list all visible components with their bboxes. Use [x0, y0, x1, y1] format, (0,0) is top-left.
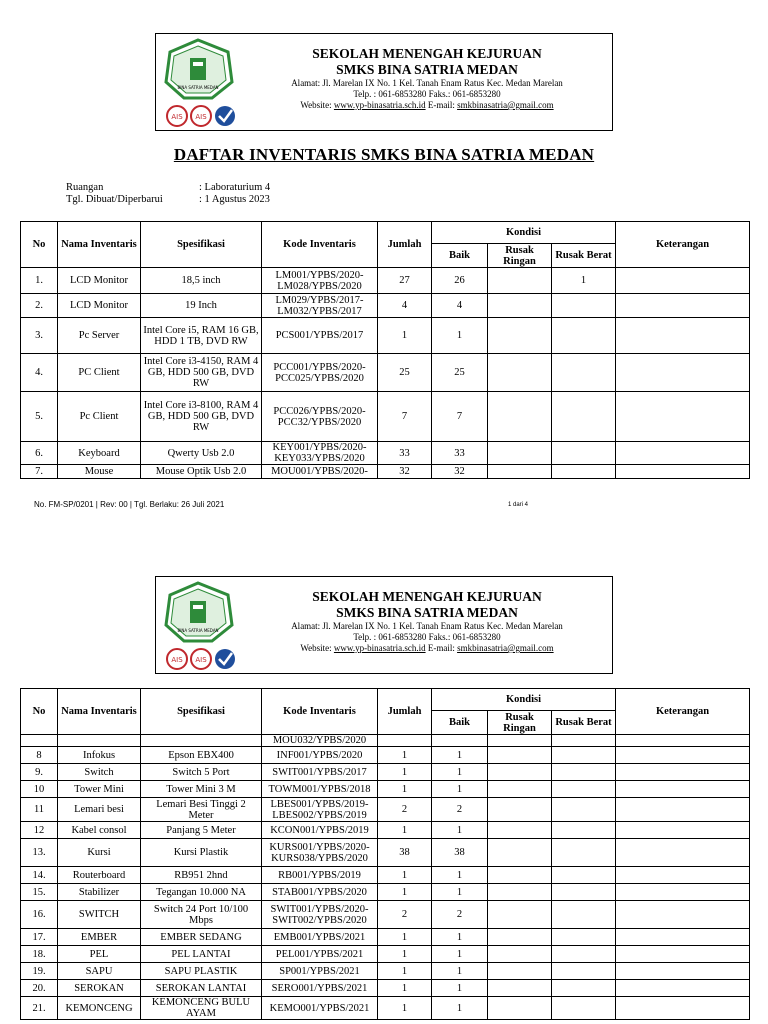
cell-notes	[616, 798, 750, 822]
cell-qty: 1	[378, 764, 432, 781]
cell-notes	[616, 963, 750, 980]
cell-heavy	[552, 781, 616, 798]
cell-spec: Lemari Besi Tinggi 2 Meter	[141, 798, 262, 822]
school-type: SEKOLAH MENENGAH KEJURUAN	[312, 46, 542, 61]
cell-light	[488, 465, 552, 479]
cell-notes	[616, 747, 750, 764]
form-number: No. FM-SP/0201 | Rev: 00 | Tgl. Berlaku: 26 Juli 2021	[34, 500, 225, 509]
cell-heavy	[552, 392, 616, 442]
table-row	[21, 980, 750, 997]
header-good-2: Baik	[432, 711, 488, 735]
badge-1-text-2: AIS	[171, 656, 183, 664]
cell-good: 26	[432, 268, 488, 294]
room-label: Ruangan	[66, 182, 104, 193]
cell-name: PEL	[58, 946, 141, 963]
cell-good: 1	[432, 963, 488, 980]
cell-no: 8	[21, 747, 58, 764]
cell-heavy	[552, 798, 616, 822]
cell-code: EMB001/YPBS/2021	[262, 929, 378, 946]
table-row	[21, 867, 750, 884]
cell-no: 10	[21, 781, 58, 798]
cell-spec: Intel Core i3-8100, RAM 4 GB, HDD 500 GB, DVD RW	[141, 392, 262, 442]
cell-notes	[616, 781, 750, 798]
header-name: Nama Inventaris	[58, 222, 141, 268]
cell-spec: Qwerty Usb 2.0	[141, 442, 262, 465]
header-notes: Keterangan	[616, 222, 750, 268]
school-contact-2	[246, 643, 608, 654]
cell-name: SAPU	[58, 963, 141, 980]
cell-name: Stabilizer	[58, 884, 141, 901]
header-light: Rusak Ringan	[488, 244, 552, 268]
cell-name: Kursi	[58, 839, 141, 867]
header-heavy-2: Rusak Berat	[552, 711, 616, 735]
cell-good: 1	[432, 997, 488, 1020]
cell-light	[488, 901, 552, 929]
school-name-2: SMKS BINA SATRIA MEDAN	[336, 605, 518, 620]
page-number: 1 dari 4	[508, 502, 529, 508]
header-condition-2: Kondisi	[432, 689, 616, 711]
cell-good: 1	[432, 318, 488, 354]
cell-notes	[616, 822, 750, 839]
school-name: SMKS BINA SATRIA MEDAN	[336, 62, 518, 77]
cell-name: Infokus	[58, 747, 141, 764]
cell-code: PCS001/YPBS/2017	[262, 318, 378, 354]
cell-name: PC Client	[58, 354, 141, 392]
cell-no: 14.	[21, 867, 58, 884]
table-row	[21, 465, 750, 479]
cell-no: 12	[21, 822, 58, 839]
cell-heavy	[552, 997, 616, 1020]
cell-light	[488, 839, 552, 867]
cell-name: Kabel consol	[58, 822, 141, 839]
header-no: No	[21, 222, 58, 268]
cell-light	[488, 318, 552, 354]
cell-spec: SAPU PLASTIK	[141, 963, 262, 980]
cell-notes	[616, 268, 750, 294]
cell-good: 1	[432, 946, 488, 963]
table-row	[21, 318, 750, 354]
cell-code: LBES001/YPBS/2019-LBES002/YPBS/2019	[262, 798, 378, 822]
cell-notes	[616, 946, 750, 963]
header-code: Kode Inventaris	[262, 222, 378, 268]
table-row	[21, 963, 750, 980]
cell-qty: 2	[378, 798, 432, 822]
email-label: E-mail:	[427, 100, 455, 110]
cell-no: 13.	[21, 839, 58, 867]
header-condition: Kondisi	[432, 222, 616, 244]
header-name-2: Nama Inventaris	[58, 689, 141, 735]
badge-2-text-2: AIS	[195, 656, 207, 664]
cell-notes	[616, 392, 750, 442]
header-notes-2: Keterangan	[616, 689, 750, 735]
email-link[interactable]: smkbinasatria@gmail.com	[457, 100, 554, 110]
cell-code: INF001/YPBS/2020	[262, 747, 378, 764]
website-link-2[interactable]: www.yp-binasatria.sch.id	[333, 643, 426, 653]
cell-name: Pc Client	[58, 392, 141, 442]
cell-light	[488, 392, 552, 442]
cell-light	[488, 946, 552, 963]
document-page-2	[0, 540, 768, 1024]
cell-spec: Switch 24 Port 10/100 Mbps	[141, 901, 262, 929]
header-light-2: Rusak Ringan	[488, 711, 552, 735]
cell-name: Routerboard	[58, 867, 141, 884]
cell-qty: 1	[378, 747, 432, 764]
date-value: : 1 Agustus 2023	[199, 194, 270, 205]
cell-light	[488, 822, 552, 839]
cell-qty: 1	[378, 318, 432, 354]
cell-no: 15.	[21, 884, 58, 901]
cell-notes	[616, 929, 750, 946]
cell-good: 1	[432, 747, 488, 764]
cell-good: 25	[432, 354, 488, 392]
school-logo-2	[162, 581, 244, 671]
table-row	[21, 839, 750, 867]
cell-good: 2	[432, 798, 488, 822]
cell-heavy	[552, 884, 616, 901]
table-row	[21, 764, 750, 781]
cell-name: SWITCH	[58, 901, 141, 929]
inventory-table-1	[20, 221, 750, 479]
cell-good: 2	[432, 901, 488, 929]
cell-good: 1	[432, 822, 488, 839]
cell-no: 18.	[21, 946, 58, 963]
cell-spec: Epson EBX400	[141, 747, 262, 764]
cell-code: KCON001/YPBS/2019	[262, 822, 378, 839]
cell-heavy	[552, 963, 616, 980]
header-spec-2: Spesifikasi	[141, 689, 262, 735]
header-qty: Jumlah	[378, 222, 432, 268]
cell-name: KEMONCENG	[58, 997, 141, 1020]
cell-good: 38	[432, 839, 488, 867]
cell-good: 32	[432, 465, 488, 479]
website-label-2: Website:	[300, 643, 332, 653]
cell-heavy	[552, 901, 616, 929]
cell-notes	[616, 442, 750, 465]
cell-light	[488, 764, 552, 781]
cell-spec: Switch 5 Port	[141, 764, 262, 781]
cell-notes	[616, 764, 750, 781]
cell-name: Keyboard	[58, 442, 141, 465]
cell-good: 7	[432, 392, 488, 442]
cell-qty: 1	[378, 929, 432, 946]
header-qty-2: Jumlah	[378, 689, 432, 735]
table-row	[21, 884, 750, 901]
letterhead	[155, 33, 613, 131]
cell-light	[488, 867, 552, 884]
cell-code: TOWM001/YPBS/2018	[262, 781, 378, 798]
header-good: Baik	[432, 244, 488, 268]
school-phone-2: Telp. : 061-6853280 Faks.: 061-6853280	[353, 632, 501, 642]
cell-no: 17.	[21, 929, 58, 946]
cell-good: 1	[432, 867, 488, 884]
cell-heavy	[552, 294, 616, 318]
cell-light	[488, 268, 552, 294]
table-row	[21, 822, 750, 839]
cell-light	[488, 980, 552, 997]
school-phone: Telp. : 061-6853280 Faks.: 061-6853280	[353, 89, 501, 99]
cell-heavy	[552, 465, 616, 479]
cell-light	[488, 997, 552, 1020]
cell-spec: RB951 2hnd	[141, 867, 262, 884]
cell-heavy	[552, 946, 616, 963]
cell-name: SEROKAN	[58, 980, 141, 997]
cell-name: Tower Mini	[58, 781, 141, 798]
cell-name: Mouse	[58, 465, 141, 479]
table-row	[21, 354, 750, 392]
cell-spec: KEMONCENG BULU AYAM	[141, 997, 262, 1020]
cell-notes	[616, 901, 750, 929]
school-info-2	[246, 589, 608, 654]
cell-no: 4.	[21, 354, 58, 392]
letterhead-2	[155, 576, 613, 674]
logo-text-2: BINA SATRIA MEDAN	[177, 628, 219, 633]
table-row	[21, 392, 750, 442]
cell-heavy	[552, 747, 616, 764]
website-link[interactable]: www.yp-binasatria.sch.id	[333, 100, 426, 110]
cell-qty: 1	[378, 781, 432, 798]
header-code-2: Kode Inventaris	[262, 689, 378, 735]
cell-good: 1	[432, 980, 488, 997]
cell-no: 5.	[21, 392, 58, 442]
cell-light	[488, 781, 552, 798]
room-row	[66, 182, 270, 194]
school-type-2: SEKOLAH MENENGAH KEJURUAN	[312, 589, 542, 604]
cell-spec: Intel Core i3-4150, RAM 4 GB, HDD 500 GB, DVD RW	[141, 354, 262, 392]
cell-qty: 1	[378, 946, 432, 963]
inventory-table-2	[20, 688, 750, 1020]
cell-qty: 1	[378, 822, 432, 839]
cell-qty: 1	[378, 997, 432, 1020]
cell-code: KURS001/YPBS/2020-KURS038/YPBS/2020	[262, 839, 378, 867]
table-row	[21, 901, 750, 929]
cell-no: 6.	[21, 442, 58, 465]
cell-heavy	[552, 764, 616, 781]
email-label-2: E-mail:	[427, 643, 455, 653]
cell-spec: Panjang 5 Meter	[141, 822, 262, 839]
table-row	[21, 781, 750, 798]
cell-light	[488, 963, 552, 980]
cell-no: 1.	[21, 268, 58, 294]
cell-no: 16.	[21, 901, 58, 929]
cell-name: LCD Monitor	[58, 268, 141, 294]
cell-light	[488, 884, 552, 901]
badge-1-text: AIS	[171, 113, 183, 121]
table-1-body	[21, 268, 750, 479]
cell-notes	[616, 997, 750, 1020]
cell-notes	[616, 980, 750, 997]
cell-code: LM001/YPBS/2020-LM028/YPBS/2020	[262, 268, 378, 294]
badge-2-text: AIS	[195, 113, 207, 121]
table-1-header	[21, 222, 750, 268]
cell-qty: 1	[378, 884, 432, 901]
cell-light	[488, 354, 552, 392]
cell-spec: Tegangan 10.000 NA	[141, 884, 262, 901]
cell-name: EMBER	[58, 929, 141, 946]
cell-qty: 38	[378, 839, 432, 867]
cell-spec: 18,5 inch	[141, 268, 262, 294]
cell-qty: 1	[378, 963, 432, 980]
continuation-code: MOU032/YPBS/2020	[262, 735, 378, 747]
cell-notes	[616, 294, 750, 318]
cell-heavy	[552, 318, 616, 354]
cell-heavy	[552, 980, 616, 997]
cell-qty: 32	[378, 465, 432, 479]
cell-name: Pc Server	[58, 318, 141, 354]
cell-code: PCC026/YPBS/2020-PCC32/YPBS/2020	[262, 392, 378, 442]
cell-spec: SEROKAN LANTAI	[141, 980, 262, 997]
school-contact	[246, 100, 608, 111]
cell-spec: EMBER SEDANG	[141, 929, 262, 946]
table-row	[21, 442, 750, 465]
email-link-2[interactable]: smkbinasatria@gmail.com	[457, 643, 554, 653]
cell-code: STAB001/YPBS/2020	[262, 884, 378, 901]
header-spec: Spesifikasi	[141, 222, 262, 268]
cell-no: 9.	[21, 764, 58, 781]
cell-code: KEY001/YPBS/2020-KEY033/YPBS/2020	[262, 442, 378, 465]
cell-heavy	[552, 867, 616, 884]
cell-qty: 2	[378, 901, 432, 929]
date-label: Tgl. Dibuat/Diperbarui	[66, 194, 163, 205]
cell-code: SP001/YPBS/2021	[262, 963, 378, 980]
table-2-header	[21, 689, 750, 735]
table-row	[21, 997, 750, 1020]
cell-name: Switch	[58, 764, 141, 781]
cell-heavy	[552, 442, 616, 465]
cell-code: LM029/YPBS/2017-LM032/YPBS/2017	[262, 294, 378, 318]
cell-heavy	[552, 822, 616, 839]
cell-code: SERO001/YPBS/2021	[262, 980, 378, 997]
cell-good: 1	[432, 781, 488, 798]
cell-code: SWIT001/YPBS/2020-SWIT002/YPBS/2020	[262, 901, 378, 929]
cell-no: 21.	[21, 997, 58, 1020]
cell-notes	[616, 867, 750, 884]
cell-heavy	[552, 929, 616, 946]
cell-good: 33	[432, 442, 488, 465]
cell-heavy	[552, 354, 616, 392]
school-address-2: Alamat: Jl. Marelan IX No. 1 Kel. Tanah Enam Ratus Kec. Medan Marelan	[291, 621, 563, 631]
logo-text: BINA SATRIA MEDAN	[177, 85, 219, 90]
cell-no: 19.	[21, 963, 58, 980]
cell-notes	[616, 354, 750, 392]
room-value: : Laboraturium 4	[199, 182, 271, 193]
cell-no: 2.	[21, 294, 58, 318]
cell-code: RB001/YPBS/2019	[262, 867, 378, 884]
table-row	[21, 268, 750, 294]
cell-light	[488, 747, 552, 764]
cell-spec: Kursi Plastik	[141, 839, 262, 867]
cell-spec: PEL LANTAI	[141, 946, 262, 963]
cell-code: PEL001/YPBS/2021	[262, 946, 378, 963]
cell-heavy: 1	[552, 268, 616, 294]
cell-good: 1	[432, 929, 488, 946]
cell-good: 1	[432, 884, 488, 901]
table-row	[21, 929, 750, 946]
cell-qty: 7	[378, 392, 432, 442]
cell-no: 20.	[21, 980, 58, 997]
cell-qty: 4	[378, 294, 432, 318]
cell-name: LCD Monitor	[58, 294, 141, 318]
cell-no: 11	[21, 798, 58, 822]
website-label: Website:	[300, 100, 332, 110]
cell-qty: 1	[378, 867, 432, 884]
school-info	[246, 46, 608, 111]
cell-code: PCC001/YPBS/2020-PCC025/YPBS/2020	[262, 354, 378, 392]
cell-heavy	[552, 839, 616, 867]
header-no-2: No	[21, 689, 58, 735]
cell-light	[488, 442, 552, 465]
school-logo	[162, 38, 244, 128]
table-row	[21, 946, 750, 963]
cell-good: 4	[432, 294, 488, 318]
cell-name: Lemari besi	[58, 798, 141, 822]
header-heavy: Rusak Berat	[552, 244, 616, 268]
table-2-body	[21, 735, 750, 1020]
cell-good: 1	[432, 764, 488, 781]
school-address: Alamat: Jl. Marelan IX No. 1 Kel. Tanah Enam Ratus Kec. Medan Marelan	[291, 78, 563, 88]
cell-qty: 25	[378, 354, 432, 392]
table-row	[21, 747, 750, 764]
cell-no: 7.	[21, 465, 58, 479]
cell-light	[488, 294, 552, 318]
cell-spec: 19 Inch	[141, 294, 262, 318]
cell-spec: Intel Core i5, RAM 16 GB, HDD 1 TB, DVD RW	[141, 318, 262, 354]
date-row	[66, 194, 270, 206]
table-row	[21, 798, 750, 822]
cell-qty: 27	[378, 268, 432, 294]
cell-no: 3.	[21, 318, 58, 354]
table-row	[21, 294, 750, 318]
continuation-row	[21, 735, 750, 747]
cell-light	[488, 929, 552, 946]
cell-notes	[616, 318, 750, 354]
cell-light	[488, 798, 552, 822]
cell-notes	[616, 839, 750, 867]
cell-notes	[616, 465, 750, 479]
cell-spec: Mouse Optik Usb 2.0	[141, 465, 262, 479]
cell-notes	[616, 884, 750, 901]
cell-code: SWIT001/YPBS/2017	[262, 764, 378, 781]
cell-code: KEMO001/YPBS/2021	[262, 997, 378, 1020]
document-title: DAFTAR INVENTARIS SMKS BINA SATRIA MEDAN	[173, 145, 595, 164]
cell-spec: Tower Mini 3 M	[141, 781, 262, 798]
cell-qty: 33	[378, 442, 432, 465]
cell-code: MOU001/YPBS/2020-	[262, 465, 378, 479]
cell-qty: 1	[378, 980, 432, 997]
